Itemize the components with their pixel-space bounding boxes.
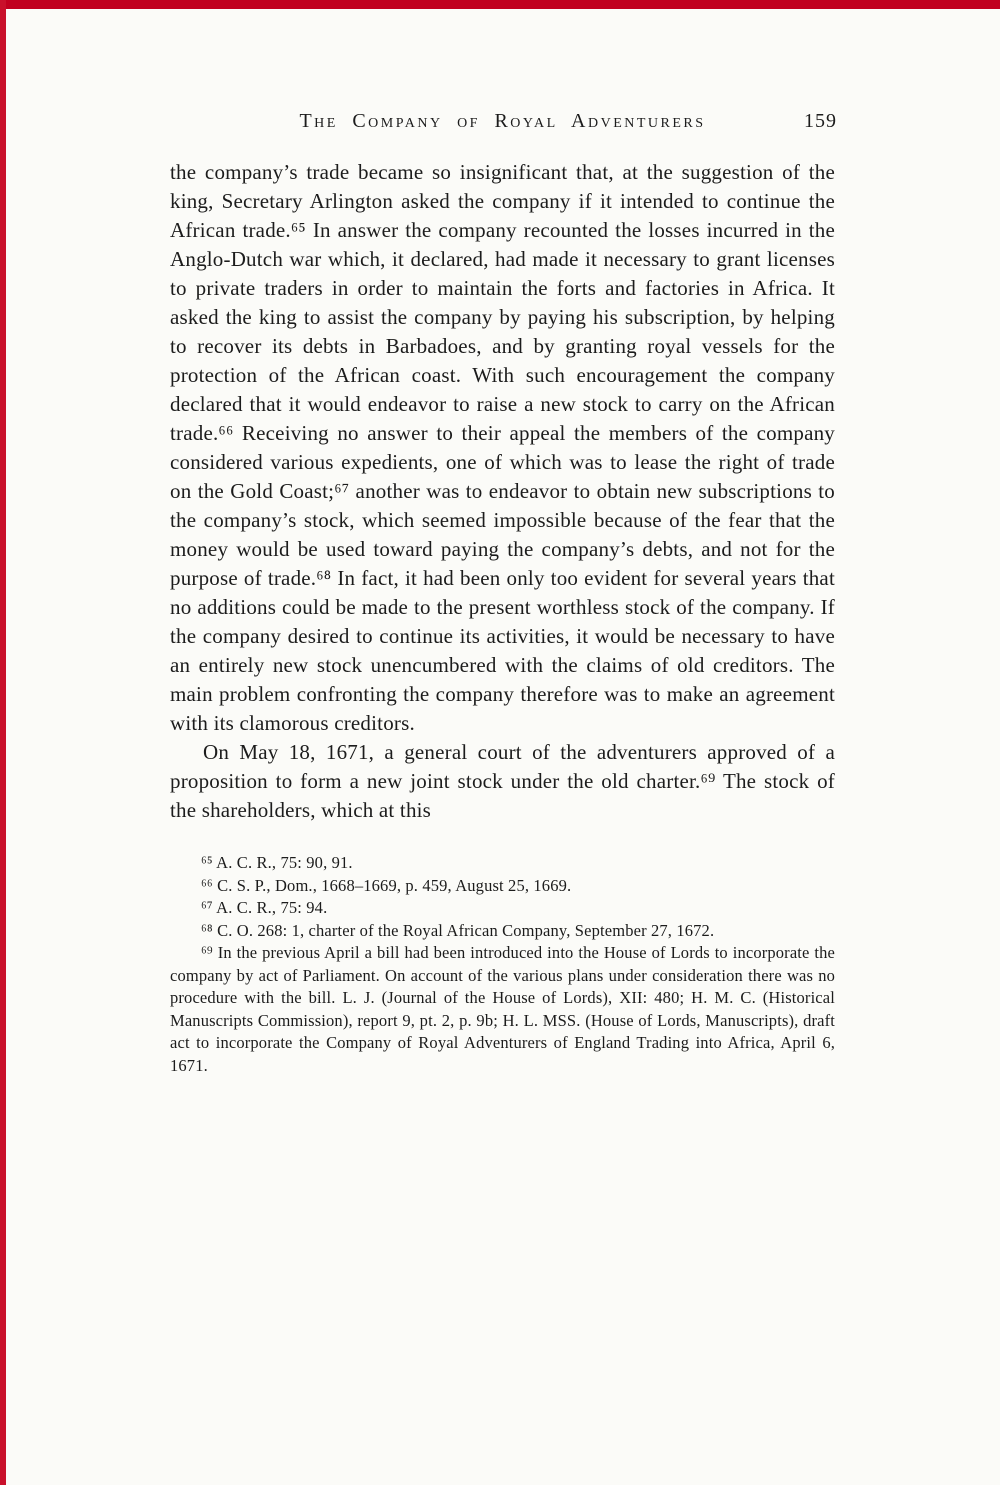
footnote: ⁶⁵ A. C. R., 75: 90, 91. bbox=[201, 853, 353, 872]
footnotes-section bbox=[170, 852, 835, 1077]
footnote: ⁶⁶ C. S. P., Dom., 1668–1669, p. 459, August 25, 1669. bbox=[201, 875, 572, 895]
page-edge-top-red-band bbox=[0, 0, 1000, 9]
footnote: ⁶⁹ In the previous April a bill had been introduced into the House of Lords to incorporate the company by act of Parliament. On account of the various plans under consideration there was no procedure with the bill. L. J. (Journal of the House of Lords), XII: 480; H. M. C. (Historical Manuscripts Commission), report 9, pt. 2, p. 9b; H. L. MSS. (House of Lords, Manuscripts), draft act to incorporate the Company of Royal Adventurers of England Trading into Africa, April 6, 1671. bbox=[170, 943, 835, 1075]
footnote: ⁶⁷ A. C. R., 75: 94. bbox=[201, 898, 328, 917]
running-header bbox=[170, 108, 835, 134]
body-paragraph: On May 18, 1671, a general court of the adventurers approved of a proposition to form a new joint stock under the old charter.⁶⁹ The stock of the shareholders, which at this bbox=[170, 740, 835, 822]
body-paragraph: the company’s trade became so insignificant that, at the suggestion of the king, Secretary Arlington asked the company if it intended to continue the African trade.⁶⁵ In answer the company recounted the losses incurred in the Anglo-Dutch war which, it declared, had made it necessary to grant licenses to private traders in order to maintain the forts and factories in Africa. It asked the king to assist the company by paying his subscription, by helping to recover its debts in Barbadoes, and by granting royal vessels for the protection of the African coast. With such encouragement the company declared that it would endeavor to raise a new stock to carry on the African trade.⁶⁶ Receiving no answer to their appeal the members of the company considered various expedients, one of which was to lease the right of trade on the Gold Coast;⁶⁷ another was to endeavor to obtain new subscriptions to the company’s stock, which seemed impossible because of the fear that the money would be used toward paying the company’s debts, and not for the purpose of trade.⁶⁸ In fact, it had been only too evident for several years that no additions could be made to the present worthless stock of the company. If the company desired to continue its activities, it would be necessary to have an entirely new stock unencumbered with the claims of old creditors. The main problem confronting the company therefore was to make an agreement with its clamorous creditors. bbox=[170, 160, 835, 735]
page-number: 159 bbox=[804, 110, 837, 132]
page-content bbox=[170, 108, 835, 1077]
footnote: ⁶⁸ C. O. 268: 1, charter of the Royal African Company, September 27, 1672. bbox=[201, 920, 715, 940]
body-text bbox=[170, 158, 835, 825]
page-edge-left-red-band bbox=[0, 0, 6, 1485]
running-header-title: The Company of Royal Adventurers bbox=[299, 110, 706, 132]
